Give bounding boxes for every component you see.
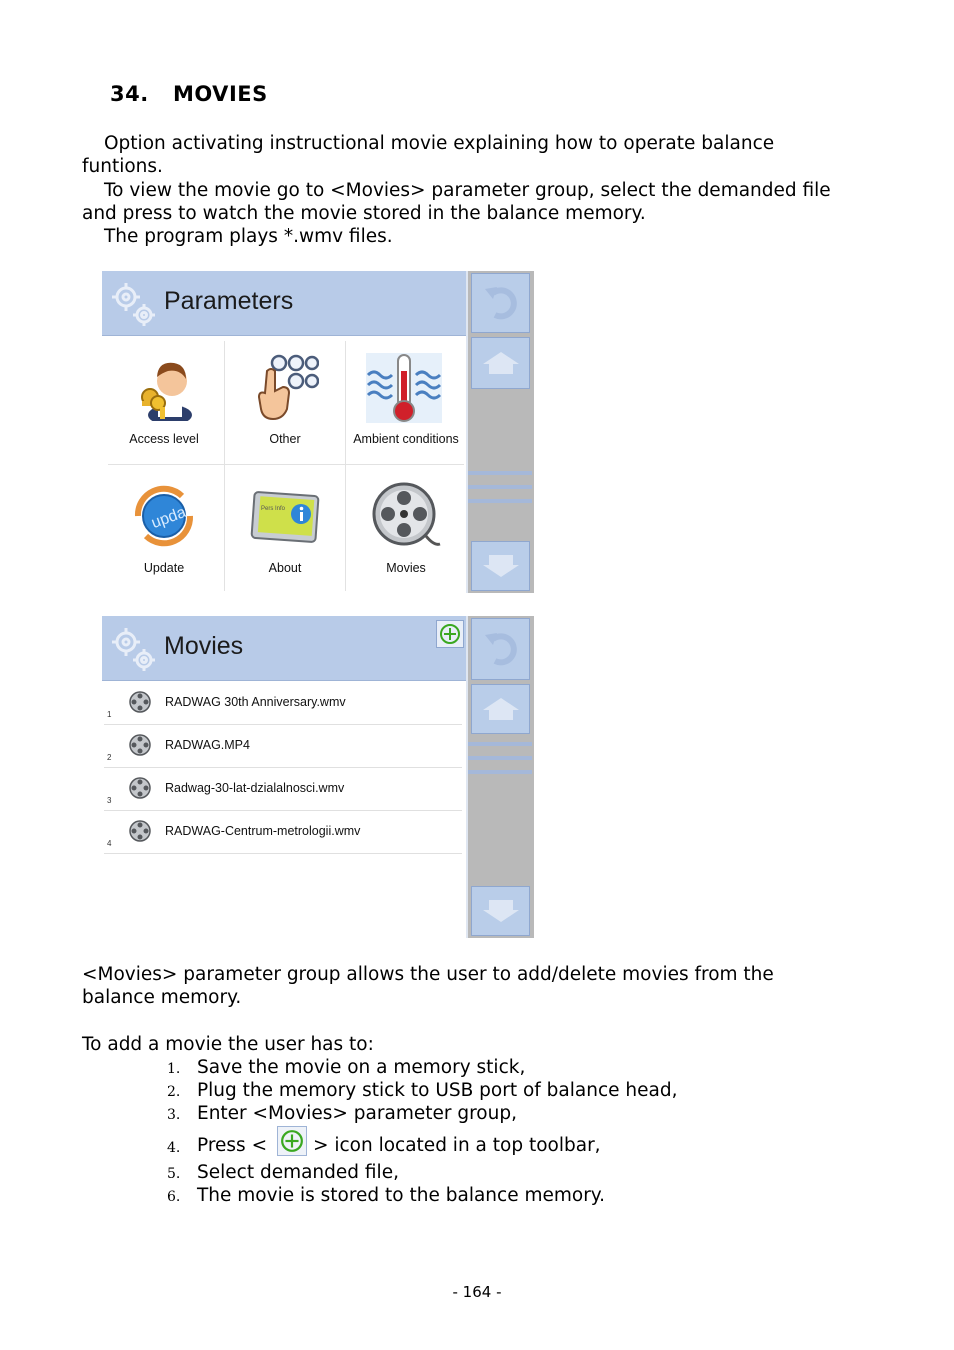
other-icon (249, 351, 319, 421)
parameters-screen (102, 271, 532, 593)
tile-access-level[interactable] (104, 339, 224, 464)
section-title: MOVIES (173, 82, 268, 106)
step-item (167, 1057, 525, 1078)
movie-file-row[interactable] (104, 725, 462, 768)
movie-file-name: RADWAG.MP4 (165, 738, 250, 752)
parameters-sidebar (466, 271, 534, 593)
scroll-up-button[interactable] (471, 337, 530, 389)
intro-line-1: Option activating instructional movie explaining how to operate balance (104, 133, 775, 154)
tile-label: Access level (129, 432, 199, 446)
tile-label: Movies (386, 561, 426, 575)
step-item (167, 1080, 677, 1101)
page-number: - 164 - (452, 1283, 502, 1301)
arrow-up-icon (481, 350, 521, 376)
update-icon-text: upda (149, 503, 189, 533)
arrow-down-icon (481, 553, 521, 579)
movie-file-row[interactable] (104, 768, 462, 811)
add-plus-icon (280, 1129, 304, 1153)
tile-other[interactable] (225, 339, 345, 464)
scroll-up-button[interactable] (471, 684, 530, 734)
step-text: Plug the memory stick to USB port of balance head, (197, 1080, 678, 1101)
section-number: 34. (110, 82, 149, 106)
step-text: Save the movie on a memory stick, (197, 1057, 526, 1078)
gears-icon (108, 624, 160, 676)
movie-file-index: 1 (107, 710, 112, 719)
about-icon-text: Pers Info (261, 506, 286, 512)
undo-arrow-icon (481, 631, 521, 667)
movie-file-row[interactable] (104, 811, 462, 854)
tile-movies[interactable] (346, 468, 466, 593)
body-line-1: <Movies> parameter group allows the user to add/delete movies from the (82, 964, 774, 985)
movie-file-name: RADWAG 30th Anniversary.wmv (165, 695, 346, 709)
about-icon (249, 480, 321, 550)
section-heading (110, 82, 268, 106)
movies-screen (102, 616, 532, 938)
movie-file-index: 4 (107, 839, 112, 848)
movies-titlebar (102, 616, 466, 681)
arrow-up-icon (481, 696, 521, 722)
step-number: 1. (167, 1061, 181, 1077)
step-text: Select demanded file, (197, 1162, 399, 1183)
parameters-title: Parameters (164, 287, 294, 315)
film-reel-icon (128, 690, 152, 714)
intro-line-3: To view the movie go to <Movies> parameter group, select the demanded file (104, 180, 831, 201)
tile-label: Ambient conditions (353, 432, 459, 446)
step-item (167, 1126, 601, 1156)
tile-about[interactable] (225, 468, 345, 593)
scroll-down-button[interactable] (471, 886, 530, 936)
step-number: 4. (167, 1140, 181, 1156)
access-level-icon (128, 351, 198, 421)
movie-file-name: RADWAG-Centrum-metrologii.wmv (165, 824, 361, 838)
parameters-titlebar (102, 271, 466, 336)
back-button[interactable] (471, 273, 530, 333)
scrollbar-mark (468, 471, 532, 475)
scrollbar-thumb[interactable] (468, 485, 532, 489)
movie-file-index: 3 (107, 796, 112, 805)
update-icon (128, 480, 200, 552)
step-text: The movie is stored to the balance memory. (197, 1185, 606, 1206)
movies-title: Movies (164, 632, 244, 660)
movie-file-row[interactable] (104, 682, 462, 725)
film-reel-icon (128, 776, 152, 800)
back-button[interactable] (471, 618, 530, 680)
movie-file-index: 2 (107, 753, 112, 762)
ambient-conditions-icon (364, 351, 444, 426)
grid-divider (108, 464, 464, 465)
gears-icon (108, 279, 160, 331)
body-line-2: balance memory. (82, 987, 242, 1008)
undo-arrow-icon (481, 285, 521, 321)
tile-ambient-conditions[interactable] (346, 339, 466, 464)
scrollbar-mark (468, 770, 532, 774)
step-number: 5. (167, 1166, 181, 1182)
scroll-down-button[interactable] (471, 541, 530, 591)
step-text-pre: Press < (197, 1135, 268, 1156)
scrollbar-mark (468, 499, 532, 503)
step-number: 3. (167, 1107, 181, 1123)
step-text: Enter <Movies> parameter group, (197, 1103, 517, 1124)
step-number: 6. (167, 1189, 181, 1205)
steps-intro: To add a movie the user has to: (82, 1034, 374, 1055)
step-text-post: > icon located in a top toolbar, (312, 1135, 601, 1156)
step-item (167, 1103, 517, 1124)
movies-sidebar (466, 616, 534, 938)
intro-line-4: and press to watch the movie stored in the balance memory. (82, 203, 646, 224)
arrow-down-icon (481, 898, 521, 924)
scrollbar-mark (468, 742, 532, 746)
step-number: 2. (167, 1084, 181, 1100)
film-reel-icon (370, 480, 442, 552)
step-item (167, 1162, 399, 1183)
tile-label: About (268, 561, 302, 575)
step-item (167, 1185, 605, 1206)
tile-label: Update (143, 561, 185, 575)
add-movie-button[interactable] (436, 620, 464, 648)
scrollbar-thumb[interactable] (468, 756, 532, 760)
tile-label: Other (269, 432, 301, 446)
film-reel-icon (128, 733, 152, 757)
add-plus-icon-inline (277, 1126, 307, 1156)
intro-line-2: funtions. (82, 156, 163, 177)
intro-line-5: The program plays *.wmv files. (104, 226, 393, 247)
film-reel-icon (128, 819, 152, 843)
add-plus-icon (439, 623, 461, 645)
movie-file-name: Radwag-30-lat-dzialalnosci.wmv (165, 781, 345, 795)
tile-update[interactable] (104, 468, 224, 593)
